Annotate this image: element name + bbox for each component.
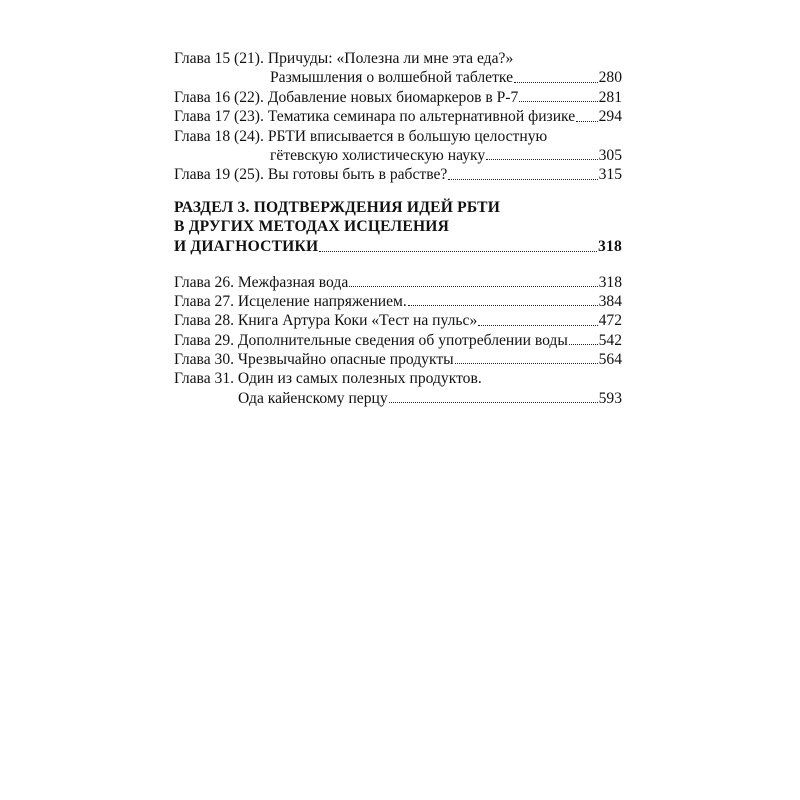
toc-entry [174, 331, 622, 350]
chapter-title: Тематика семинара по альтернативной физике [267, 108, 576, 126]
toc-entry-line [174, 369, 622, 388]
chapter-title: Ода кайенскому перцу [238, 389, 388, 407]
chapter-title: Размышления о волшебной таблетке [270, 69, 514, 87]
dot-leader [569, 343, 598, 345]
toc-entry [174, 350, 622, 369]
page-number: 564 [598, 351, 622, 369]
dot-leader [408, 304, 598, 306]
toc-entry-line [174, 350, 622, 369]
toc-entry-line [174, 68, 622, 87]
chapter-label: Глава 16 (22). [174, 88, 264, 106]
chapter-label: Глава 15 (21). [174, 50, 264, 67]
chapter-title: Вы готовы быть в рабстве? [267, 166, 448, 184]
chapter-title: Добавление новых биомаркеров в Р-7 [267, 88, 519, 106]
toc-entry [174, 49, 622, 88]
toc-entry-line [174, 389, 622, 408]
section-heading-line-3 [174, 237, 622, 257]
dot-leader [389, 401, 598, 403]
toc-entry-line [174, 311, 622, 330]
toc-entry-line [174, 49, 622, 68]
page-number: 542 [598, 331, 622, 349]
toc-part-1 [174, 49, 622, 185]
chapter-label: Глава 31. [174, 370, 235, 388]
chapter-title: Причуды: «Полезна ли мне эта еда?» [267, 50, 514, 67]
section-page-number: 318 [598, 237, 622, 255]
dot-leader [448, 178, 597, 180]
chapter-title: РБТИ вписывается в большую целостную [267, 127, 548, 145]
chapter-label: Глава 17 (23). [174, 108, 264, 126]
dot-leader [319, 250, 597, 252]
dot-leader [576, 120, 597, 122]
toc-entry [174, 127, 622, 166]
toc-entry [174, 273, 622, 292]
toc-entry [174, 292, 622, 311]
page-number: 472 [598, 312, 622, 330]
chapter-title: Чрезвычайно опасные продукты [237, 351, 454, 369]
toc-entry-line [174, 273, 622, 292]
page-number: 280 [598, 69, 622, 87]
toc-entry [174, 107, 622, 126]
toc-part-2 [174, 273, 622, 409]
toc-entry-line [174, 331, 622, 350]
toc-entry [174, 88, 622, 107]
chapter-label: Глава 26. [174, 273, 235, 291]
chapter-label: Глава 18 (24). [174, 127, 264, 145]
page-number: 294 [598, 108, 622, 126]
section-heading-line-1: РАЗДЕЛ 3. ПОДТВЕРЖДЕНИЯ ИДЕЙ РБТИ [174, 198, 501, 216]
chapter-label: Глава 19 (25). [174, 166, 264, 184]
toc-entry-line [174, 165, 622, 184]
chapter-title: Книга Артура Коки «Тест на пульс» [237, 312, 478, 330]
page-number: 281 [598, 88, 622, 106]
toc-entry-line [174, 146, 622, 165]
toc-entry-line [174, 127, 622, 146]
chapter-label: Глава 30. [174, 351, 235, 369]
chapter-title: гётевскую холистическую науку [270, 146, 486, 164]
chapter-label: Глава 29. [174, 331, 235, 349]
table-of-contents [174, 49, 622, 408]
chapter-title: Дополнительные сведения об употреблении воды [237, 331, 568, 349]
toc-entry-line [174, 107, 622, 126]
dot-leader [349, 285, 597, 287]
toc-entry [174, 165, 622, 184]
toc-entry [174, 311, 622, 330]
toc-section-3-heading [174, 198, 622, 257]
toc-entry [174, 369, 622, 408]
dot-leader [519, 100, 597, 102]
chapter-label: Глава 28. [174, 312, 235, 330]
dot-leader [478, 324, 597, 326]
spacer [174, 257, 622, 273]
toc-entry-line [174, 292, 622, 311]
chapter-title: Межфазная вода [237, 273, 349, 291]
page-number: 318 [598, 273, 622, 291]
chapter-title: Один из самых полезных продуктов. [237, 370, 482, 388]
page-number: 593 [598, 389, 622, 407]
page-number: 384 [598, 292, 622, 310]
page-number: 315 [598, 166, 622, 184]
dot-leader [486, 158, 597, 160]
section-heading-line-3-text: И ДИАГНОСТИКИ [174, 237, 319, 255]
chapter-title: Исцеление напряжением. [237, 292, 407, 310]
chapter-label: Глава 27. [174, 292, 235, 310]
toc-entry-line [174, 88, 622, 107]
section-heading-line-2: В ДРУГИХ МЕТОДАХ ИСЦЕЛЕНИЯ [174, 218, 450, 236]
dot-leader [455, 362, 598, 364]
page-number: 305 [598, 146, 622, 164]
dot-leader [514, 81, 598, 83]
